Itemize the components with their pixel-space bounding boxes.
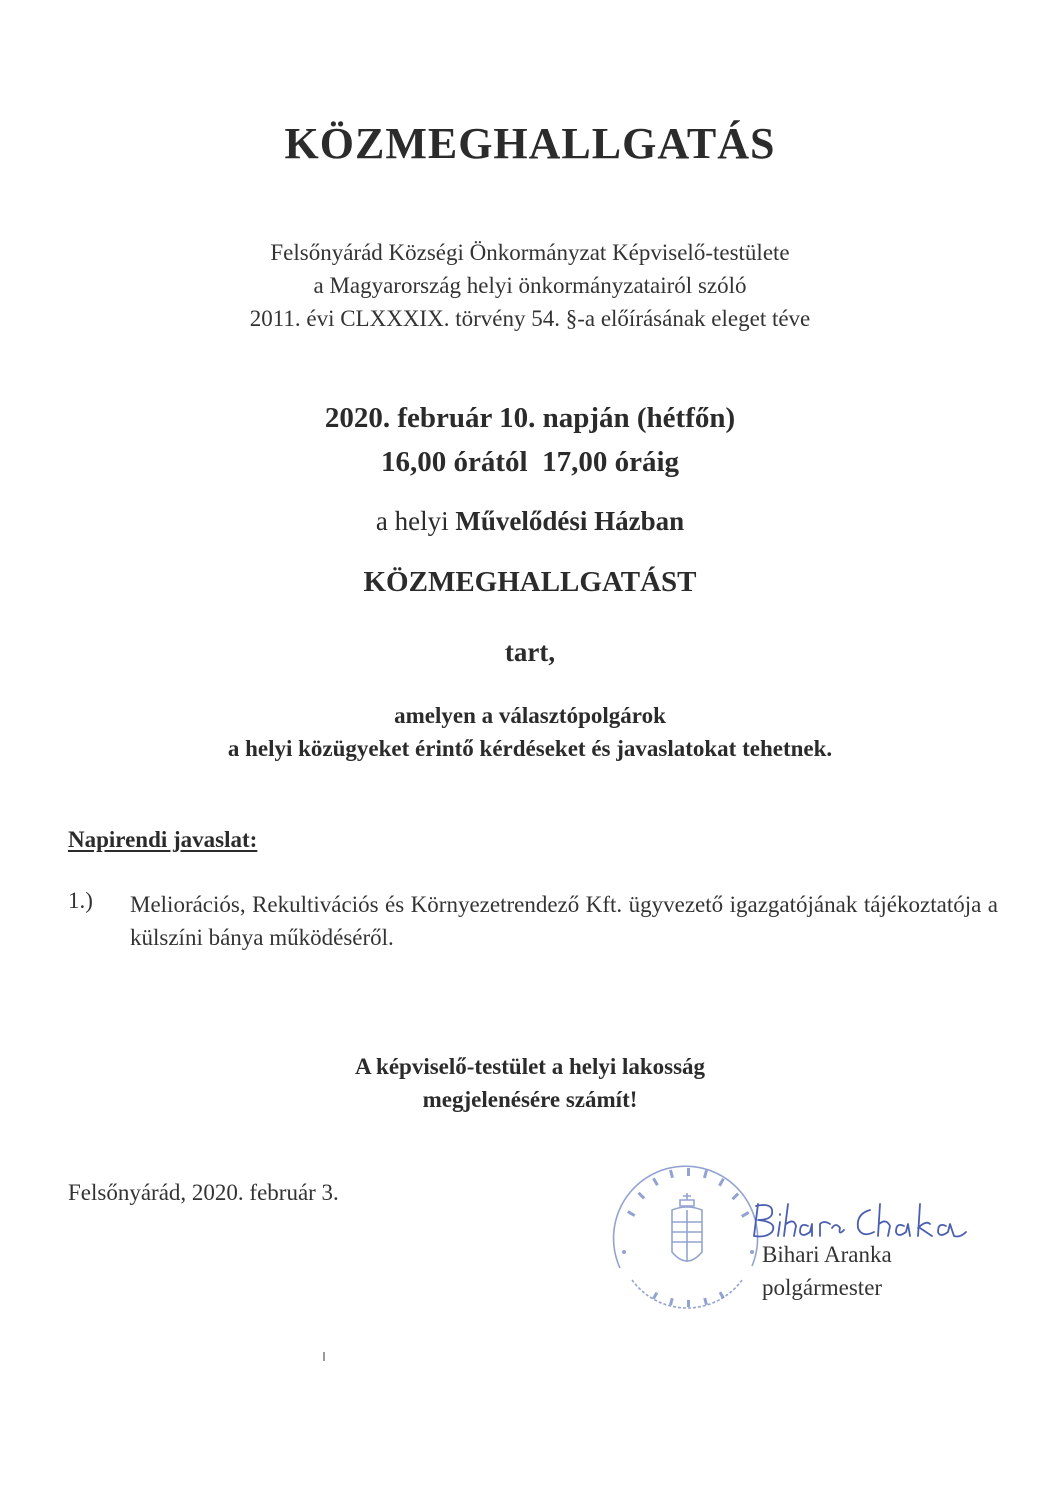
agenda-item-number: 1.) [68, 888, 93, 913]
closing-line-2: megjelenésére számít! [422, 1087, 638, 1112]
agenda-item-text: Meliorációs, Rekultivációs és Környezetrendező Kft. ügyvezető igazgatójának tájékoztatója a külszíni bánya működéséről. [130, 892, 998, 950]
intro-line-2: a Magyarország helyi önkormányzatairól szóló [313, 273, 747, 298]
place-date: Felsőnyárád, 2020. február 3. [68, 1180, 339, 1205]
tart-line: tart, [504, 637, 556, 667]
purpose-line-1: amelyen a választópolgárok [394, 703, 666, 728]
intro-line-1: Felsőnyárád Községi Önkormányzat Képviselő-testülete [270, 240, 790, 265]
venue-prefix: a helyi [375, 506, 456, 536]
hearing-heading: KÖZMEGHALLGATÁST [363, 566, 697, 598]
closing-paragraph [0, 1050, 1060, 1116]
schedule-block [0, 396, 1060, 484]
document-title: KÖZMEGHALLGATÁS [284, 119, 776, 168]
agenda-title: Napirendi javaslat: [68, 827, 258, 852]
closing-line-1: A képviselő-testület a helyi lakosság [354, 1054, 706, 1079]
scan-speck-icon [322, 1352, 326, 1362]
venue-line [0, 506, 1060, 537]
intro-line-3: 2011. évi CLXXXIX. törvény 54. §-a előírásának eleget téve [249, 306, 811, 331]
venue-name: Művelődési Házban [455, 506, 685, 536]
signatory-name: Bihari Aranka [762, 1242, 892, 1267]
schedule-time: 16,00 órától 17,00 óráig [380, 446, 679, 478]
purpose-paragraph [0, 699, 1060, 765]
schedule-date: 2020. február 10. napján (hétfőn) [324, 402, 736, 434]
signatory-title: polgármester [762, 1275, 883, 1300]
purpose-line-2: a helyi közügyeket érintő kérdéseket és javaslatokat tehetnek. [227, 736, 833, 761]
intro-paragraph [0, 236, 1060, 335]
